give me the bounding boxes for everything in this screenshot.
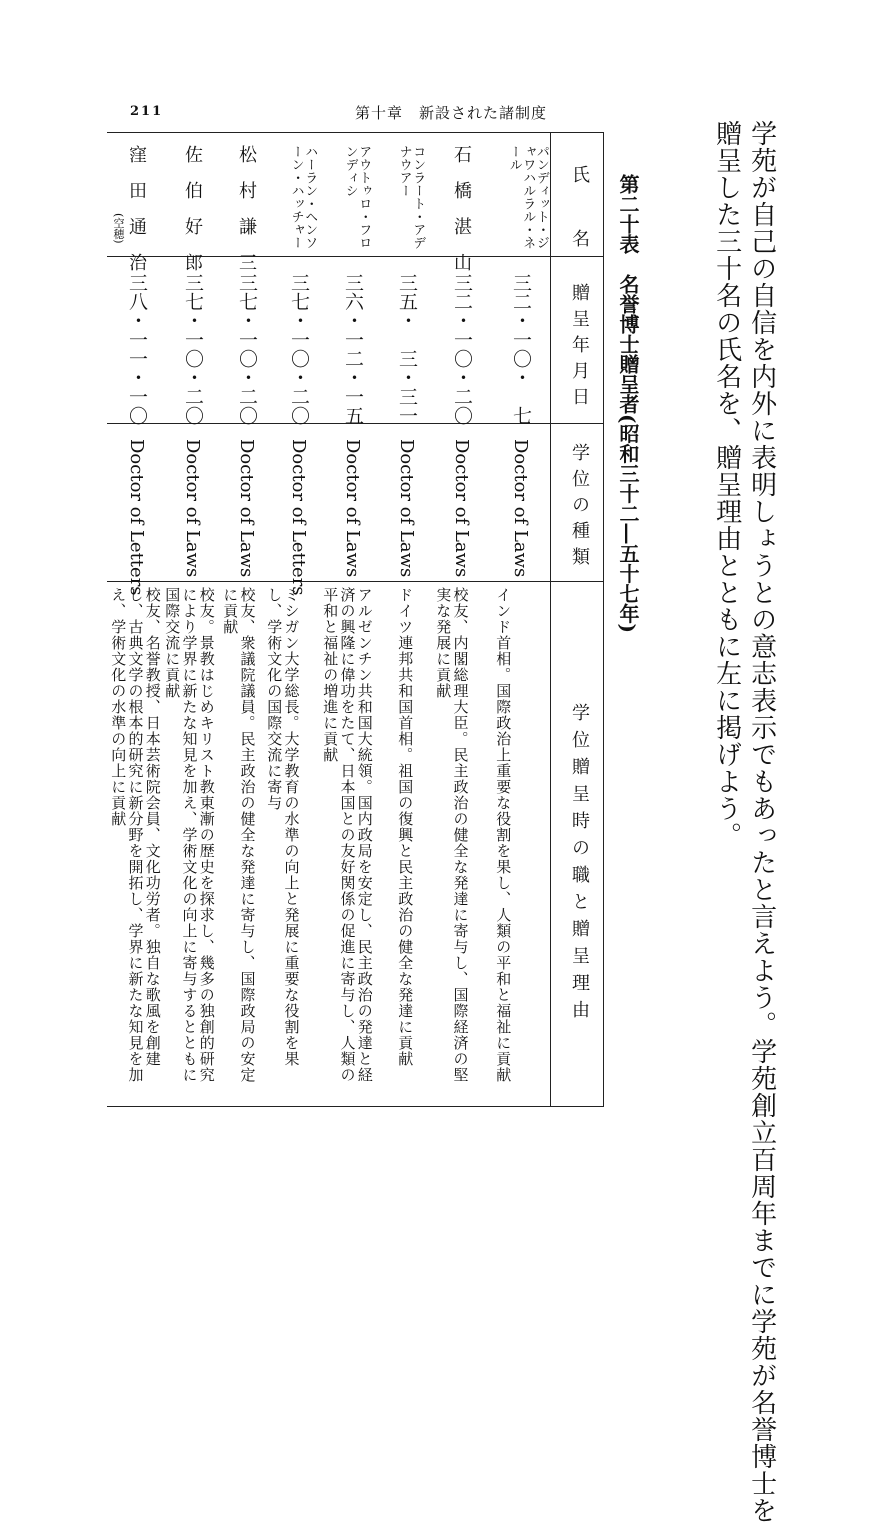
- page-number: 211: [130, 104, 164, 119]
- row-4-degree: Doctor of Laws: [342, 439, 363, 578]
- row-5-name: ハーラン・ヘンソーン・ハッチャー: [288, 145, 318, 249]
- header-name: 氏 名: [569, 165, 590, 261]
- row-8-degree: Doctor of Letters: [126, 439, 147, 596]
- row-7-degree: Doctor of Laws: [182, 439, 203, 578]
- row-8-reason: 校友、名誉教授、日本芸術院会員、文化功労者。独自な歌風を創建し、古典文学の根本的研究に新分野を開拓し、学界に新たな知見を加え、学術文化の水準の向上に貢献: [109, 587, 162, 1083]
- row-4-reason: アルゼンチン共和国大統領。国内政局を安定し、民主政治の発達と経済の興隆に偉功をたて、日本国との友好関係の促進に寄与し、人類の平和と福祉の増進に貢献: [321, 587, 374, 1083]
- chapter-title: 第十章 新設された諸制度: [355, 104, 548, 122]
- row-2-degree: Doctor of Laws: [451, 439, 472, 578]
- body-text-line-2: 贈呈した三十名の氏名を、贈呈理由とともに左に掲げよう。: [711, 120, 742, 849]
- row-7-name: 佐 伯 好 郎: [182, 145, 203, 271]
- header-divider-3: [107, 581, 603, 582]
- row-8-date: 三八・一一・一〇: [126, 273, 148, 425]
- body-text-line-1: 学苑が自己の自信を内外に表明しょうとの意志表示でもあったと言えよう。学苑創立百周年までに学苑が名誉博士を: [746, 120, 777, 1524]
- row-3-name: コンラート・アデナウアー: [396, 145, 426, 249]
- row-1-reason: インド首相。国際政治上重要な役割を果し、人類の平和と福祉に貢献: [494, 587, 513, 1083]
- row-8-name-note: (空穂): [112, 213, 125, 244]
- row-4-name: アウトゥロ・フロンディシ: [342, 145, 372, 249]
- honorary-doctorate-table: [107, 132, 604, 1107]
- row-6-degree: Doctor of Laws: [236, 439, 257, 578]
- row-3-degree: Doctor of Laws: [396, 439, 417, 578]
- row-5-reason: ミシガン大学総長。大学教育の水準の向上と発展に重要な役割を果し、学術文化の国際交流に寄与: [265, 587, 301, 1067]
- row-3-date: 三五・ 三・三一: [396, 273, 418, 425]
- row-3-reason: ドイツ連邦共和国首相。祖国の復興と民主政治の健全な発達に貢献: [396, 587, 415, 1067]
- row-2-reason: 校友、内閣総理大臣。民主政治の健全な発達に寄与し、国際経済の堅実な発展に貢献: [434, 587, 470, 1083]
- row-6-reason: 校友、衆議院議員。民主政治の健全な発達に寄与し、国際政局の安定に貢献: [221, 587, 257, 1083]
- header-degree: 学位の種類: [569, 443, 590, 573]
- header-column-rule: [550, 133, 551, 1106]
- row-7-reason: 校友。景教はじめキリスト教東漸の歴史を探求し、幾多の独創的研究により学界に新たな知見を加え、学術文化の向上に寄与するとともに国際交流に貢献: [163, 587, 216, 1083]
- row-8-name: 窪 田 通 治: [126, 145, 147, 271]
- row-1-degree: Doctor of Laws: [510, 439, 531, 578]
- row-7-date: 三七・一〇・二〇: [182, 273, 204, 425]
- row-1-date: 三二・一〇・ 七: [510, 273, 532, 425]
- row-5-date: 三七・一〇・二〇: [288, 273, 310, 425]
- table-caption: 第二十表 名誉博士贈呈者(昭和三十二―五十七年): [616, 174, 640, 633]
- row-2-name: 石 橋 湛 山: [451, 145, 472, 271]
- row-5-degree: Doctor of Letters: [288, 439, 309, 596]
- row-6-name: 松 村 謙 三: [236, 145, 257, 271]
- header-reason: 学位贈呈時の職と贈呈理由: [569, 703, 590, 1027]
- header-date: 贈呈年月日: [569, 283, 590, 413]
- row-6-date: 三七・一〇・二〇: [236, 273, 258, 425]
- row-2-date: 三二・一〇・二〇: [451, 273, 473, 425]
- row-4-date: 三六・一二・一五: [342, 273, 364, 425]
- row-1-name: パンディット・ジャワハルラル・ネール: [506, 145, 549, 249]
